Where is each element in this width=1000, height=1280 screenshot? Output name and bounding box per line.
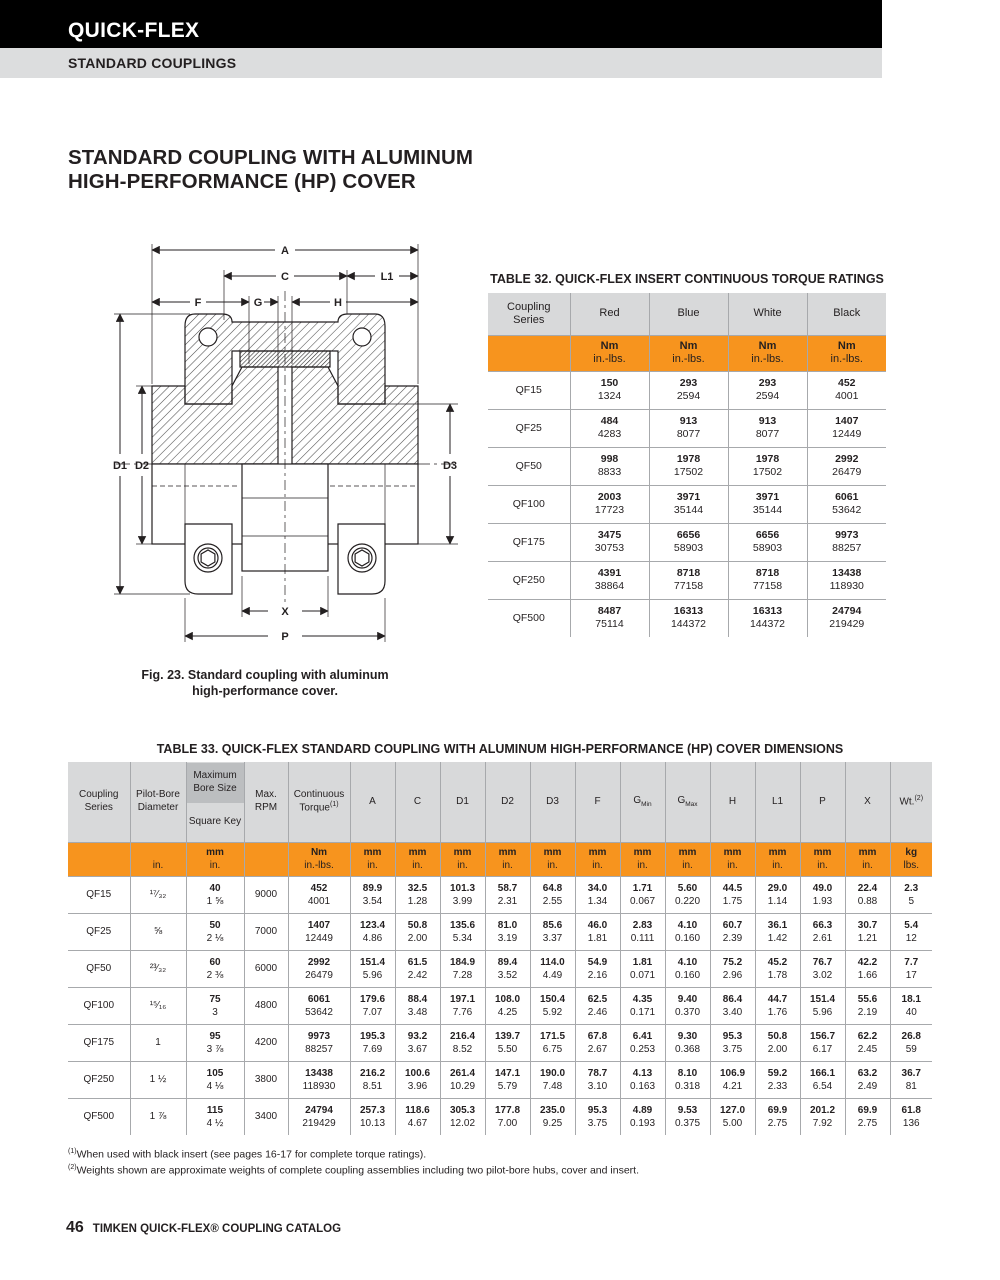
dim-p-cell: 156.7 6.17	[800, 1024, 845, 1061]
dimension-f	[152, 297, 249, 309]
max-rpm-cell: 3400	[244, 1098, 288, 1135]
dim-d3-cell: 171.5 6.75	[530, 1024, 575, 1061]
dim-a-cell: 151.4 5.96	[350, 950, 395, 987]
table32-row	[488, 561, 886, 599]
torque-cell: 13438 118930	[288, 1061, 350, 1098]
table33-row	[68, 987, 932, 1024]
dimension-g	[254, 297, 278, 309]
dimensions-table	[68, 762, 932, 1135]
coupling-series-cell: QF100	[488, 485, 570, 523]
torque-cell-blue: 16313 144372	[649, 599, 728, 637]
table33-row	[68, 1098, 932, 1135]
max-bore-cell: 75 3	[186, 987, 244, 1024]
dim-h-cell: 75.2 2.96	[710, 950, 755, 987]
column-header-d1: D1	[440, 762, 485, 842]
column-header-series: Coupling Series	[488, 293, 570, 335]
unit-cell: Nm in.-lbs.	[649, 335, 728, 371]
unit-cell: mm in.	[845, 842, 890, 876]
dimension-c	[224, 271, 347, 283]
unit-cell: mm in.	[575, 842, 620, 876]
square-key-label: Square Key	[188, 815, 242, 827]
dim-d1-cell: 216.4 8.52	[440, 1024, 485, 1061]
coupling-series-cell: QF15	[488, 371, 570, 409]
dim-l1-cell: 69.9 2.75	[755, 1098, 800, 1135]
dim-h-cell: 127.0 5.00	[710, 1098, 755, 1135]
dimension-p	[185, 631, 385, 643]
torque-cell-blue: 293 2594	[649, 371, 728, 409]
table33-title: TABLE 33. QUICK-FLEX STANDARD COUPLING WITH ALUMINUM HIGH-PERFORMANCE (HP) COVER DIMENSIONS	[156, 742, 844, 756]
torque-cell: 24794 219429	[288, 1098, 350, 1135]
dim-a-cell: 179.6 7.07	[350, 987, 395, 1024]
max-bore-cell: 105 4 ⅛	[186, 1061, 244, 1098]
dim-l1-cell: 59.2 2.33	[755, 1061, 800, 1098]
dim-d1-cell: 184.9 7.28	[440, 950, 485, 987]
unit-cell-torque: Nm in.-lbs.	[288, 842, 350, 876]
dim-a-cell: 216.2 8.51	[350, 1061, 395, 1098]
coupling-series-cell: QF15	[68, 876, 130, 913]
unit-cell-empty	[488, 335, 570, 371]
dim-x-cell: 69.9 2.75	[845, 1098, 890, 1135]
page-number: 46	[66, 1219, 84, 1236]
dimension-d3	[443, 404, 457, 544]
unit-cell: mm in.	[710, 842, 755, 876]
unit-cell: mm in.	[395, 842, 440, 876]
pilot-bore-cell: 1	[130, 1024, 186, 1061]
unit-cell-empty	[68, 842, 130, 876]
dim-f-cell: 78.7 3.10	[575, 1061, 620, 1098]
footer-catalog-title: TIMKEN QUICK-FLEX® COUPLING CATALOG	[92, 1223, 342, 1235]
svg-text:F: F	[194, 297, 202, 309]
coupling-series-cell: QF500	[488, 599, 570, 637]
torque-cell-white: 913 8077	[728, 409, 807, 447]
dim-h-cell: 60.7 2.39	[710, 913, 755, 950]
dim-gmin-cell: 1.71 0.067	[620, 876, 665, 913]
dim-h-cell: 44.5 1.75	[710, 876, 755, 913]
torque-cell-white: 3971 35144	[728, 485, 807, 523]
dim-gmax-cell: 9.30 0.368	[665, 1024, 710, 1061]
unit-cell: mm in.	[755, 842, 800, 876]
coupling-series-cell: QF50	[488, 447, 570, 485]
dim-d2-cell: 58.7 2.31	[485, 876, 530, 913]
dim-d2-cell: 147.1 5.79	[485, 1061, 530, 1098]
column-header-black: Black	[807, 293, 886, 335]
torque-cell: 6061 53642	[288, 987, 350, 1024]
max-rpm-cell: 4200	[244, 1024, 288, 1061]
column-header-x: X	[845, 762, 890, 842]
torque-cell-black: 13438 118930	[807, 561, 886, 599]
column-header-f: F	[575, 762, 620, 842]
dim-c-cell: 61.5 2.42	[395, 950, 440, 987]
weight-cell: 5.4 12	[890, 913, 932, 950]
unit-cell-pilot: in.	[130, 842, 186, 876]
table32-row	[488, 371, 886, 409]
dim-x-cell: 22.4 0.88	[845, 876, 890, 913]
dim-x-cell: 42.2 1.66	[845, 950, 890, 987]
torque-cell-black: 24794 219429	[807, 599, 886, 637]
torque-cell-red: 150 1324	[570, 371, 649, 409]
section-bar	[0, 48, 882, 78]
dim-d3-cell: 64.8 2.55	[530, 876, 575, 913]
unit-cell: Nm in.-lbs.	[570, 335, 649, 371]
dim-f-cell: 62.5 2.46	[575, 987, 620, 1024]
table33-row	[68, 1061, 932, 1098]
max-bore-cell: 60 2 ⅜	[186, 950, 244, 987]
table33-header-row	[68, 762, 932, 842]
max-bore-cell: 115 4 ½	[186, 1098, 244, 1135]
torque-cell-red: 2003 17723	[570, 485, 649, 523]
torque-cell-blue: 6656 58903	[649, 523, 728, 561]
dim-l1-cell: 36.1 1.42	[755, 913, 800, 950]
dim-p-cell: 76.7 3.02	[800, 950, 845, 987]
torque-cell: 452 4001	[288, 876, 350, 913]
cover-bolt-hole-right	[353, 328, 371, 346]
dim-d3-cell: 150.4 5.92	[530, 987, 575, 1024]
dim-p-cell: 66.3 2.61	[800, 913, 845, 950]
torque-cell-white: 293 2594	[728, 371, 807, 409]
unit-cell: mm in.	[665, 842, 710, 876]
torque-cell: 9973 88257	[288, 1024, 350, 1061]
dim-l1-cell: 44.7 1.76	[755, 987, 800, 1024]
torque-cell-blue: 3971 35144	[649, 485, 728, 523]
svg-text:C: C	[281, 271, 289, 283]
dim-a-cell: 123.4 4.86	[350, 913, 395, 950]
unit-cell: mm in.	[530, 842, 575, 876]
dim-x-cell: 55.6 2.19	[845, 987, 890, 1024]
dim-d2-cell: 89.4 3.52	[485, 950, 530, 987]
column-header-blue: Blue	[649, 293, 728, 335]
svg-text:D3: D3	[442, 460, 458, 472]
table32-row	[488, 447, 886, 485]
dim-gmax-cell: 9.40 0.370	[665, 987, 710, 1024]
dim-x-cell: 62.2 2.45	[845, 1024, 890, 1061]
column-header-p: P	[800, 762, 845, 842]
dim-p-cell: 49.0 1.93	[800, 876, 845, 913]
torque-cell-red: 4391 38864	[570, 561, 649, 599]
table32-row	[488, 485, 886, 523]
svg-text:H: H	[334, 297, 342, 309]
dimension-a	[152, 245, 418, 257]
torque-cell-red: 484 4283	[570, 409, 649, 447]
column-header-d2: D2	[485, 762, 530, 842]
dim-p-cell: 201.2 7.92	[800, 1098, 845, 1135]
column-header-c: C	[395, 762, 440, 842]
dim-d2-cell: 139.7 5.50	[485, 1024, 530, 1061]
coupling-series-cell: QF175	[68, 1024, 130, 1061]
max-rpm-cell: 9000	[244, 876, 288, 913]
dim-c-cell: 50.8 2.00	[395, 913, 440, 950]
table33-row	[68, 950, 932, 987]
max-rpm-cell: 3800	[244, 1061, 288, 1098]
torque-cell-blue: 913 8077	[649, 409, 728, 447]
dim-d3-cell: 235.0 9.25	[530, 1098, 575, 1135]
max-rpm-cell: 4800	[244, 987, 288, 1024]
dim-x-cell: 30.7 1.21	[845, 913, 890, 950]
column-header-series: Coupling Series	[68, 762, 130, 842]
dimension-l1	[347, 271, 418, 283]
dim-d2-cell: 177.8 7.00	[485, 1098, 530, 1135]
weight-cell: 2.3 5	[890, 876, 932, 913]
dim-a-cell: 89.9 3.54	[350, 876, 395, 913]
dim-l1-cell: 29.0 1.14	[755, 876, 800, 913]
column-header-red: Red	[570, 293, 649, 335]
svg-text:P: P	[281, 631, 289, 643]
weight-cell: 7.7 17	[890, 950, 932, 987]
column-header-pilot-bore: Pilot-Bore Diameter	[130, 762, 186, 842]
max-bore-cell: 50 2 ⅛	[186, 913, 244, 950]
table33-row	[68, 1024, 932, 1061]
unit-cell: Nm in.-lbs.	[807, 335, 886, 371]
dim-f-cell: 46.0 1.81	[575, 913, 620, 950]
brand-bar	[0, 0, 882, 48]
dim-c-cell: 100.6 3.96	[395, 1061, 440, 1098]
dim-d1-cell: 101.3 3.99	[440, 876, 485, 913]
dim-d3-cell: 114.0 4.49	[530, 950, 575, 987]
column-header-d3: D3	[530, 762, 575, 842]
hex-bolt-right	[348, 544, 376, 572]
max-rpm-cell: 6000	[244, 950, 288, 987]
footnote-2: $^{(2)}$Weights shown are approximate weights of complete coupling assemblies including two pilot-bore hubs, cover and insert.	[68, 1164, 639, 1177]
coupling-cross-section-diagram	[90, 236, 480, 656]
table32-row	[488, 599, 886, 637]
column-header-l1: L1	[755, 762, 800, 842]
torque-cell-black: 452 4001	[807, 371, 886, 409]
unit-cell-weight: kg lbs.	[890, 842, 932, 876]
table32-row	[488, 523, 886, 561]
svg-text:X: X	[281, 606, 289, 618]
coupling-series-cell: QF175	[488, 523, 570, 561]
column-header-max-bore	[186, 762, 244, 842]
dim-gmax-cell: 4.10 0.160	[665, 913, 710, 950]
unit-cell: mm in.	[620, 842, 665, 876]
dimension-d2	[135, 386, 149, 544]
column-header-h: H	[710, 762, 755, 842]
dim-f-cell: 67.8 2.67	[575, 1024, 620, 1061]
pilot-bore-cell: ²³⁄₃₂	[130, 950, 186, 987]
dim-gmin-cell: 1.81 0.071	[620, 950, 665, 987]
unit-cell-bore: mm in.	[186, 842, 244, 876]
torque-cell: 1407 12449	[288, 913, 350, 950]
dim-d1-cell: 261.4 10.29	[440, 1061, 485, 1098]
dim-h-cell: 95.3 3.75	[710, 1024, 755, 1061]
dim-p-cell: 151.4 5.96	[800, 987, 845, 1024]
dim-d3-cell: 190.0 7.48	[530, 1061, 575, 1098]
dim-h-cell: 106.9 4.21	[710, 1061, 755, 1098]
dimension-x	[242, 606, 328, 618]
dim-h-cell: 86.4 3.40	[710, 987, 755, 1024]
coupling-series-cell: QF25	[488, 409, 570, 447]
weight-cell: 18.1 40	[890, 987, 932, 1024]
dim-gmax-cell: 5.60 0.220	[665, 876, 710, 913]
dim-gmin-cell: 4.89 0.193	[620, 1098, 665, 1135]
svg-text:G: G	[253, 297, 263, 309]
max-bore-cell: 95 3 ⅞	[186, 1024, 244, 1061]
dim-d2-cell: 81.0 3.19	[485, 913, 530, 950]
torque-cell-white: 1978 17502	[728, 447, 807, 485]
unit-cell: Nm in.-lbs.	[728, 335, 807, 371]
torque-cell-blue: 8718 77158	[649, 561, 728, 599]
torque-cell-blue: 1978 17502	[649, 447, 728, 485]
weight-cell: 61.8 136	[890, 1098, 932, 1135]
dim-x-cell: 63.2 2.49	[845, 1061, 890, 1098]
dim-gmin-cell: 6.41 0.253	[620, 1024, 665, 1061]
page-title-line2: HIGH-PERFORMANCE (HP) COVER	[68, 170, 416, 194]
figure-caption: Fig. 23. Standard coupling with aluminum high-performance cover.	[141, 668, 389, 698]
hex-bolt-left	[194, 544, 222, 572]
torque-ratings-table	[488, 293, 886, 637]
coupling-series-cell: QF250	[488, 561, 570, 599]
dim-p-cell: 166.1 6.54	[800, 1061, 845, 1098]
pilot-bore-cell: ¹⁷⁄₃₂	[130, 876, 186, 913]
dim-f-cell: 95.3 3.75	[575, 1098, 620, 1135]
svg-text:D1: D1	[112, 460, 128, 472]
torque-cell: 2992 26479	[288, 950, 350, 987]
column-header-gmin: $G_{Min}$	[620, 762, 665, 842]
dim-a-cell: 257.3 10.13	[350, 1098, 395, 1135]
table33-unit-row	[68, 842, 932, 876]
torque-cell-black: 1407 12449	[807, 409, 886, 447]
dim-d2-cell: 108.0 4.25	[485, 987, 530, 1024]
dim-c-cell: 118.6 4.67	[395, 1098, 440, 1135]
column-header-gmax: $G_{Max}$	[665, 762, 710, 842]
cover-bolt-hole-left	[199, 328, 217, 346]
dim-a-cell: 195.3 7.69	[350, 1024, 395, 1061]
column-header-a: A	[350, 762, 395, 842]
coupling-series-cell: QF50	[68, 950, 130, 987]
unit-cell: mm in.	[350, 842, 395, 876]
dim-d1-cell: 305.3 12.02	[440, 1098, 485, 1135]
dim-c-cell: 32.5 1.28	[395, 876, 440, 913]
dim-d1-cell: 135.6 5.34	[440, 913, 485, 950]
torque-cell-white: 16313 144372	[728, 599, 807, 637]
torque-cell-white: 6656 58903	[728, 523, 807, 561]
max-bore-cell: 40 1 ⅝	[186, 876, 244, 913]
max-bore-size-label: Maximum Bore Size	[187, 763, 244, 803]
weight-cell: 36.7 81	[890, 1061, 932, 1098]
dim-gmax-cell: 4.10 0.160	[665, 950, 710, 987]
dim-d3-cell: 85.6 3.37	[530, 913, 575, 950]
torque-cell-black: 9973 88257	[807, 523, 886, 561]
unit-cell: mm in.	[485, 842, 530, 876]
table33-row	[68, 913, 932, 950]
dim-f-cell: 54.9 2.16	[575, 950, 620, 987]
page-title	[68, 146, 473, 194]
dim-gmin-cell: 2.83 0.111	[620, 913, 665, 950]
unit-cell: mm in.	[800, 842, 845, 876]
dim-l1-cell: 50.8 2.00	[755, 1024, 800, 1061]
pilot-bore-cell: 1 ⅞	[130, 1098, 186, 1135]
footnotes	[68, 1147, 639, 1180]
section-title: STANDARD COUPLINGS	[68, 55, 237, 71]
dim-c-cell: 88.4 3.48	[395, 987, 440, 1024]
dim-c-cell: 93.2 3.67	[395, 1024, 440, 1061]
table32-title: TABLE 32. QUICK-FLEX INSERT CONTINUOUS TORQUE RATINGS	[490, 272, 884, 286]
coupling-series-cell: QF25	[68, 913, 130, 950]
table32-row	[488, 409, 886, 447]
coupling-series-cell: QF500	[68, 1098, 130, 1135]
coupling-series-cell: QF100	[68, 987, 130, 1024]
page-footer	[66, 1219, 341, 1237]
dim-f-cell: 34.0 1.34	[575, 876, 620, 913]
weight-cell: 26.8 59	[890, 1024, 932, 1061]
torque-cell-red: 8487 75114	[570, 599, 649, 637]
column-header-max-rpm: Max. RPM	[244, 762, 288, 842]
dim-gmax-cell: 8.10 0.318	[665, 1061, 710, 1098]
pilot-bore-cell: 1 ½	[130, 1061, 186, 1098]
table32-unit-row	[488, 335, 886, 371]
dimension-h	[292, 297, 418, 309]
column-header-white: White	[728, 293, 807, 335]
brand-title: QUICK-FLEX	[68, 19, 200, 42]
svg-text:L1: L1	[380, 271, 394, 283]
table33-row	[68, 876, 932, 913]
coupling-series-cell: QF250	[68, 1061, 130, 1098]
svg-text:A: A	[281, 245, 289, 257]
table32-header-row	[488, 293, 886, 335]
dim-d1-cell: 197.1 7.76	[440, 987, 485, 1024]
dim-gmin-cell: 4.13 0.163	[620, 1061, 665, 1098]
unit-cell-empty	[244, 842, 288, 876]
page-title-line1: STANDARD COUPLING WITH ALUMINUM	[68, 146, 474, 169]
column-header-wt: Wt.$^{(2)}$	[890, 762, 932, 842]
torque-cell-black: 6061 53642	[807, 485, 886, 523]
svg-text:D2: D2	[134, 460, 150, 472]
footnote-1: $^{(1)}$When used with black insert (see pages 16-17 for complete torque ratings).	[68, 1148, 427, 1161]
torque-cell-red: 3475 30753	[570, 523, 649, 561]
torque-cell-black: 2992 26479	[807, 447, 886, 485]
unit-cell: mm in.	[440, 842, 485, 876]
coupling-cross-section-figure	[90, 236, 480, 656]
dimension-d1	[113, 314, 127, 594]
dim-gmin-cell: 4.35 0.171	[620, 987, 665, 1024]
pilot-bore-cell: ¹⁵⁄₁₆	[130, 987, 186, 1024]
column-header-torque: Continuous Torque$^{(1)}$	[288, 762, 350, 842]
dim-gmax-cell: 9.53 0.375	[665, 1098, 710, 1135]
torque-cell-white: 8718 77158	[728, 561, 807, 599]
pilot-bore-cell: ⅝	[130, 913, 186, 950]
max-rpm-cell: 7000	[244, 913, 288, 950]
dim-l1-cell: 45.2 1.78	[755, 950, 800, 987]
torque-cell-red: 998 8833	[570, 447, 649, 485]
